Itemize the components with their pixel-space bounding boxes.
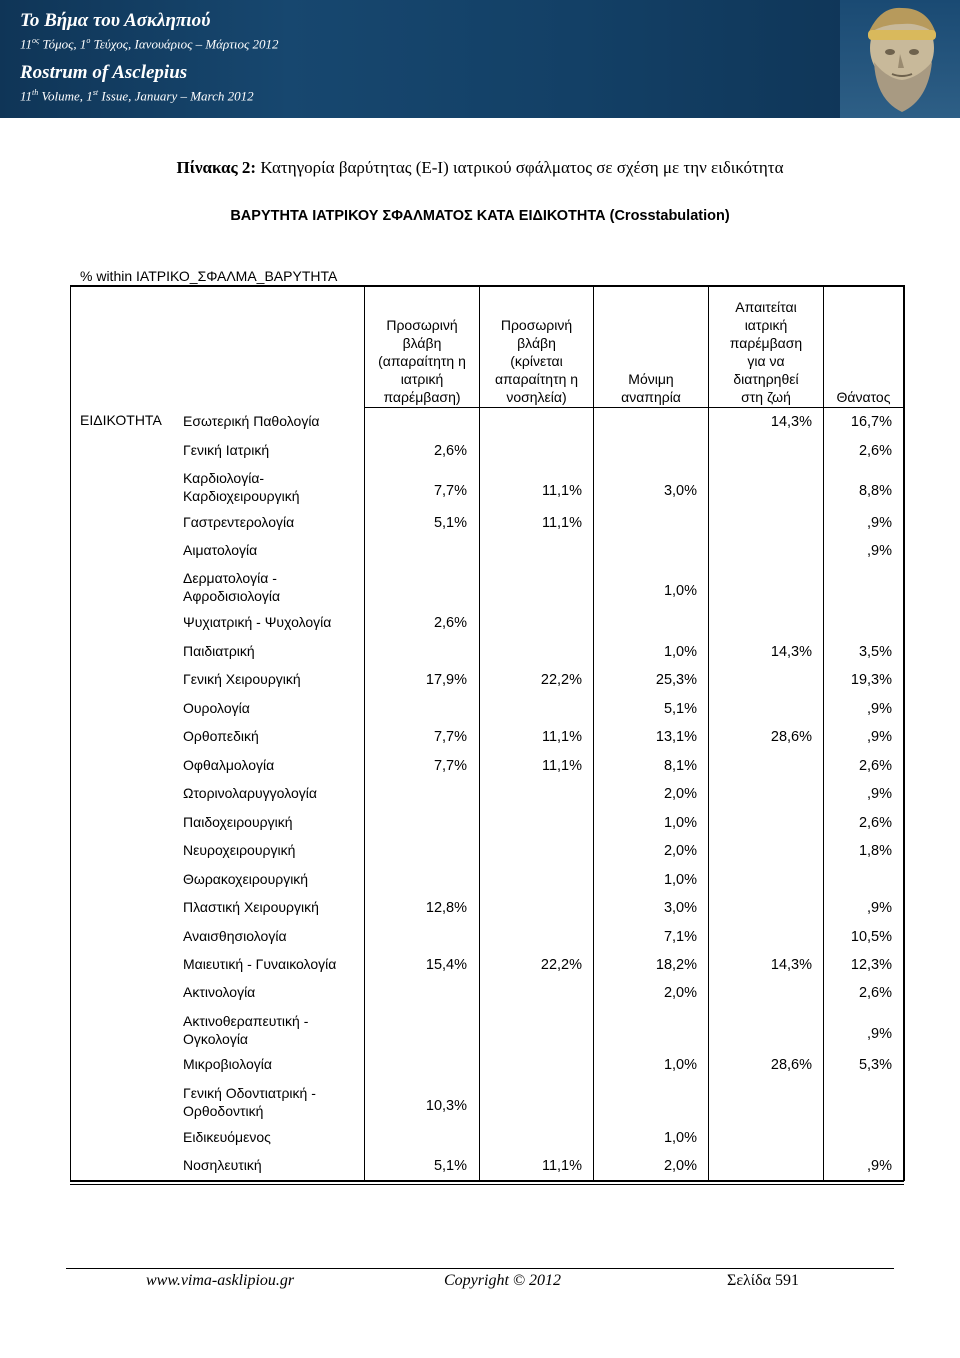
table-cell: 1,0% xyxy=(663,1057,697,1073)
table-cell: 14,3% xyxy=(770,644,812,660)
table-cell: ,9% xyxy=(867,543,892,559)
table-cell: 2,0% xyxy=(663,1158,697,1174)
table-cell: 8,1% xyxy=(663,758,697,774)
journal-title-greek: Το Βήμα του Ασκληπιού xyxy=(20,10,211,31)
journal-header xyxy=(0,0,960,118)
table-cell: 22,2% xyxy=(540,957,582,973)
table-cell: 16,7% xyxy=(850,414,892,430)
table-cell: 5,1% xyxy=(433,1158,467,1174)
row-label: Ειδικευόμενος xyxy=(183,1129,271,1145)
table-cell: 7,7% xyxy=(433,729,467,745)
column-divider xyxy=(708,286,709,1180)
row-label: Ακτινοθεραπευτική - Ογκολογία xyxy=(183,1013,309,1047)
row-label: Νευροχειρουργική xyxy=(183,842,296,858)
column-divider xyxy=(479,286,480,1180)
table-cell: 7,1% xyxy=(663,929,697,945)
table-cell: 14,3% xyxy=(770,414,812,430)
footer-page-number: Σελίδα 591 xyxy=(727,1272,800,1289)
table-cell: 2,6% xyxy=(433,615,467,631)
row-label: Μικροβιολογία xyxy=(183,1056,272,1072)
table-cell: 3,5% xyxy=(858,644,892,660)
table-cell: 10,5% xyxy=(850,929,892,945)
table-cell: 1,0% xyxy=(663,1130,697,1146)
table-cell: ,9% xyxy=(867,515,892,531)
header-divider xyxy=(364,407,904,408)
table-cell: 3,0% xyxy=(663,900,697,916)
row-label: Παιδιατρική xyxy=(183,643,255,659)
row-label: Γενική Ιατρική xyxy=(183,442,270,458)
table-cell: 2,6% xyxy=(858,985,892,1001)
column-header-temporary-intervention: Προσωρινή βλάβη (απαραίτητη η ιατρική παρέμβαση) xyxy=(378,317,466,405)
row-label: Γενική Οδοντιατρική - Ορθοδοντική xyxy=(183,1085,316,1119)
within-label: % within ΙΑΤΡΙΚΟ_ΣΦΑΛΜΑ_ΒΑΡΥΤΗΤΑ xyxy=(80,268,338,284)
journal-title-english: Rostrum of Asclepius xyxy=(20,62,188,84)
footer-divider xyxy=(66,1268,894,1269)
table-cell: 2,6% xyxy=(858,815,892,831)
table-cell: 5,3% xyxy=(858,1057,892,1073)
row-label: Αιματολογία xyxy=(183,542,258,558)
table-right-border xyxy=(903,285,905,1181)
table-cell: 11,1% xyxy=(541,758,582,774)
table-cell: 2,6% xyxy=(858,443,892,459)
issue-info-english: 11th Volume, 1st Issue, January – March 2012 xyxy=(20,88,254,104)
table-cell: ,9% xyxy=(867,701,892,717)
table-cell: 17,9% xyxy=(425,672,467,688)
table-cell: 19,3% xyxy=(850,672,892,688)
table-cell: ,9% xyxy=(867,1158,892,1174)
table-caption xyxy=(0,158,960,178)
row-label: Γαστρεντερολογία xyxy=(183,514,295,530)
table-bottom-border xyxy=(70,1180,904,1182)
table-cell: 5,1% xyxy=(663,701,697,717)
table-cell: 28,6% xyxy=(770,1057,812,1073)
table-cell: 14,3% xyxy=(770,957,812,973)
table-cell: 2,0% xyxy=(663,843,697,859)
table-cell: 12,8% xyxy=(425,900,467,916)
row-label: Δερματολογία - Αφροδισιολογία xyxy=(183,570,281,604)
table-cell: 25,3% xyxy=(655,672,697,688)
column-header-temporary-hospitalization: Προσωρινή βλάβη (κρίνεται απαραίτητη η νοσηλεία) xyxy=(494,317,579,405)
table-cell: 13,1% xyxy=(655,729,697,745)
table-cell: 11,1% xyxy=(541,729,582,745)
table-cell: 1,0% xyxy=(663,872,697,888)
row-label: Ορθοπεδική xyxy=(183,728,259,744)
table-cell: 2,0% xyxy=(663,786,697,802)
table-cell: 22,2% xyxy=(540,672,582,688)
row-group-label: ΕΙΔΙΚΟΤΗΤΑ xyxy=(80,412,162,428)
row-label: Πλαστική Χειρουργική xyxy=(183,899,319,915)
table-bottom-double-border xyxy=(70,1184,904,1185)
column-divider xyxy=(364,286,365,1180)
row-label: Νοσηλευτική xyxy=(183,1157,262,1173)
table-cell: ,9% xyxy=(867,1026,892,1042)
row-label: Θωρακοχειρουργική xyxy=(183,871,309,887)
table-cell: 3,0% xyxy=(663,483,697,499)
table-cell: 1,0% xyxy=(663,815,697,831)
row-label: Ουρολογία xyxy=(183,700,250,716)
row-label: Οφθαλμολογία xyxy=(183,757,275,773)
table-cell: 11,1% xyxy=(541,1158,582,1174)
row-label: Γενική Χειρουργική xyxy=(183,671,301,687)
table-cell: 8,8% xyxy=(858,483,892,499)
table-cell: ,9% xyxy=(867,900,892,916)
table-cell: 2,6% xyxy=(858,758,892,774)
row-label: Μαιευτική - Γυναικολογία xyxy=(183,956,337,972)
table-cell: 18,2% xyxy=(655,957,697,973)
column-divider xyxy=(593,286,594,1180)
column-header-life-sustaining: Απαιτείται ιατρική παρέμβαση για να διατηρηθεί στη ζωή xyxy=(729,299,803,405)
table-cell: ,9% xyxy=(867,786,892,802)
table-left-border xyxy=(70,285,71,1181)
row-label: Ακτινολογία xyxy=(183,984,256,1000)
table-cell: 5,1% xyxy=(433,515,467,531)
table-cell: 1,0% xyxy=(663,644,697,660)
table-title: ΒΑΡΥΤΗΤΑ ΙΑΤΡΙΚΟΥ ΣΦΑΛΜΑΤΟΣ ΚΑΤΑ ΕΙΔΙΚΟΤΗΤΑ (Crosstabulation) xyxy=(230,208,730,224)
issue-info-greek: $11^{o\varsigma}$ Τόμος, $1^o$ Τεύχος, Ιανουάριος – Μάρτιος 2012 xyxy=(20,36,279,52)
row-label: Ωτορινολαρυγγολογία xyxy=(183,785,317,801)
table-cell: 7,7% xyxy=(433,483,467,499)
table-top-border xyxy=(70,285,904,287)
table-cell: 1,0% xyxy=(663,583,697,599)
row-label: Ψυχιατρική - Ψυχολογία xyxy=(183,614,332,630)
row-label: Παιδοχειρουργική xyxy=(183,814,293,830)
table-cell: 12,3% xyxy=(850,957,892,973)
table-cell: 1,8% xyxy=(858,843,892,859)
table-cell: 11,1% xyxy=(541,483,582,499)
caption-label: Πίνακας 2: xyxy=(176,158,257,177)
header-text-block xyxy=(20,10,279,105)
footer-website: www.vima-asklipiou.gr xyxy=(146,1272,295,1289)
caption-text: Κατηγορία βαρύτητας (E-I) ιατρικού σφάλματος σε σχέση με την ειδικότητα xyxy=(256,158,784,177)
table-cell: 15,4% xyxy=(425,957,467,973)
table-cell: 11,1% xyxy=(541,515,582,531)
table-cell: 10,3% xyxy=(425,1098,467,1114)
table-cell: 2,0% xyxy=(663,985,697,1001)
column-header-death: Θάνατος xyxy=(836,389,891,405)
asclepius-head-icon xyxy=(840,0,960,118)
table-cell: ,9% xyxy=(867,729,892,745)
row-label: Εσωτερική Παθολογία xyxy=(183,413,320,429)
table-cell: 28,6% xyxy=(770,729,812,745)
asclepius-bust-logo xyxy=(840,0,960,118)
table-cell: 2,6% xyxy=(433,443,467,459)
row-label: Αναισθησιολογία xyxy=(183,928,287,944)
row-label: Καρδιολογία- Καρδιοχειρουργική xyxy=(183,470,300,504)
column-header-permanent-disability: Μόνιμη αναπηρία xyxy=(621,371,681,405)
footer-copyright: Copyright © 2012 xyxy=(444,1272,562,1289)
table-cell: 7,7% xyxy=(433,758,467,774)
